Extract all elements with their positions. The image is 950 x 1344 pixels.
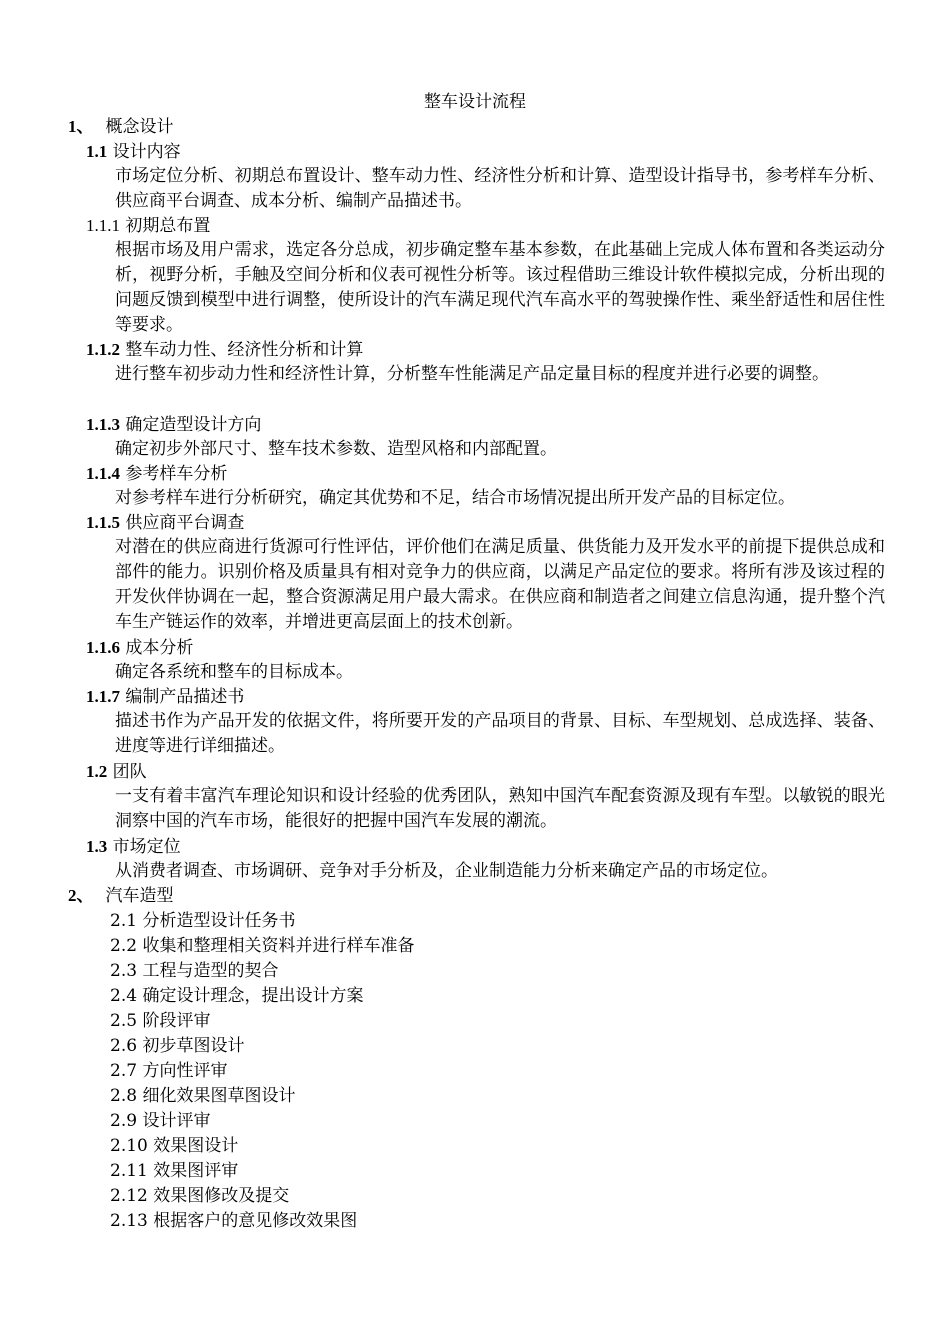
list-item: 2.9 设计评审 [110,1111,211,1131]
list-item: 2.7 方向性评审 [110,1061,228,1081]
section-label: 供应商平台调查 [125,513,245,533]
section-label: 参考样车分析 [125,464,228,484]
section-label: 整车动力性、经济性分析和计算 [125,340,364,360]
section-label: 编制产品描述书 [125,687,245,707]
section-number: 1.1.7 [86,687,120,706]
section-number: 1、 [68,117,94,136]
section-1-1-6-text: 确定各系统和整车的目标成本。 [115,662,353,682]
section-1-1-2-text: 进行整车初步动力性和经济性计算，分析整车性能满足产品定量目标的程度并进行必要的调整。 [115,364,829,384]
section-label: 汽车造型 [105,886,174,906]
section-1-1-6-heading [86,636,193,660]
document-title: 整车设计流程 [424,92,526,112]
list-item: 2.1 分析造型设计任务书 [110,911,296,931]
section-label: 团队 [112,762,147,782]
list-item: 2.2 收集和整理相关资料并进行样车准备 [110,936,415,956]
section-1-3-heading [86,835,181,859]
list-item: 2.10 效果图设计 [110,1136,239,1156]
list-item: 2.5 阶段评审 [110,1011,211,1031]
section-1-1-3-heading [86,413,261,437]
section-1-2-text: 一支有着丰富汽车理论知识和设计经验的优秀团队，熟知中国汽车配套资源及现有车型。以敏锐的眼光洞察中国的汽车市场，能很好的把握中国汽车发展的潮流。 [115,786,885,831]
list-item: 2.4 确定设计理念，提出设计方案 [110,986,364,1006]
list-item: 2.12 效果图修改及提交 [110,1186,290,1206]
section-1-1-heading [86,140,181,164]
section-1-1-1-heading [86,214,210,238]
list-item: 2.8 细化效果图草图设计 [110,1086,296,1106]
section-1-1-2-heading [86,338,363,362]
section-1-1-4-heading [86,462,227,486]
section-label: 确定造型设计方向 [125,415,262,435]
section-number: 1.2 [86,762,108,781]
section-1-1-3-text: 确定初步外部尺寸、整车技术参数、造型风格和内部配置。 [115,439,557,459]
section-1-2-heading [86,760,147,784]
section-number: 1.1 [86,142,108,161]
section-number: 1.1.3 [86,415,120,434]
list-item: 2.6 初步草图设计 [110,1036,245,1056]
section-label: 概念设计 [105,117,174,137]
list-item: 2.13 根据客户的意见修改效果图 [110,1211,358,1231]
section-1-1-7-text: 描述书作为产品开发的依据文件，将所要开发的产品项目的背景、目标、车型规划、总成选择、装备、进度等进行详细描述。 [115,711,885,756]
section-1-1-4-text: 对参考样车进行分析研究，确定其优势和不足，结合市场情况提出所开发产品的目标定位。 [115,488,795,508]
section-number: 2、 [68,886,94,905]
section-1-heading [68,115,174,139]
list-item: 2.3 工程与造型的契合 [110,961,279,981]
section-1-1-5-text: 对潜在的供应商进行货源可行性评估，评价他们在满足质量、供货能力及开发水平的前提下提供总成和部件的能力。识别价格及质量具有相对竞争力的供应商，以满足产品定位的要求。将所有涉及该过程的开发伙伴协调在一起，整合资源满足用户最大需求。在供应商和制造者之间建立信息沟通，提升整个汽车生产链运作的效率，并增进更高层面上的技术创新。 [115,537,885,632]
section-number: 1.1.6 [86,638,120,657]
section-2-heading [68,884,174,908]
section-number: 1.1.1 [86,216,120,235]
section-number: 1.3 [86,837,108,856]
section-number: 1.1.2 [86,340,120,359]
section-label: 市场定位 [112,837,181,857]
list-item: 2.11 效果图评审 [110,1161,239,1181]
section-1-1-7-heading [86,685,244,709]
section-1-1-1-text: 根据市场及用户需求，选定各分总成，初步确定整车基本参数，在此基础上完成人体布置和各类运动分析，视野分析，手触及空间分析和仪表可视性分析等。该过程借助三维设计软件模拟完成，分析出现的问题反馈到模型中进行调整，使所设计的汽车满足现代汽车高水平的驾驶操作性、乘坐舒适性和居住性等要求。 [115,240,885,335]
section-label: 成本分析 [125,638,194,658]
section-1-3-text: 从消费者调查、市场调研、竞争对手分析及，企业制造能力分析来确定产品的市场定位。 [115,861,778,881]
section-label: 设计内容 [112,142,181,162]
section-label: 初期总布置 [125,216,211,236]
section-1-1-text: 市场定位分析、初期总布置设计、整车动力性、经济性分析和计算、造型设计指导书，参考样车分析、供应商平台调查、成本分析、编制产品描述书。 [115,166,885,211]
section-1-1-5-heading [86,511,244,535]
section-number: 1.1.4 [86,464,120,483]
section-number: 1.1.5 [86,513,120,532]
